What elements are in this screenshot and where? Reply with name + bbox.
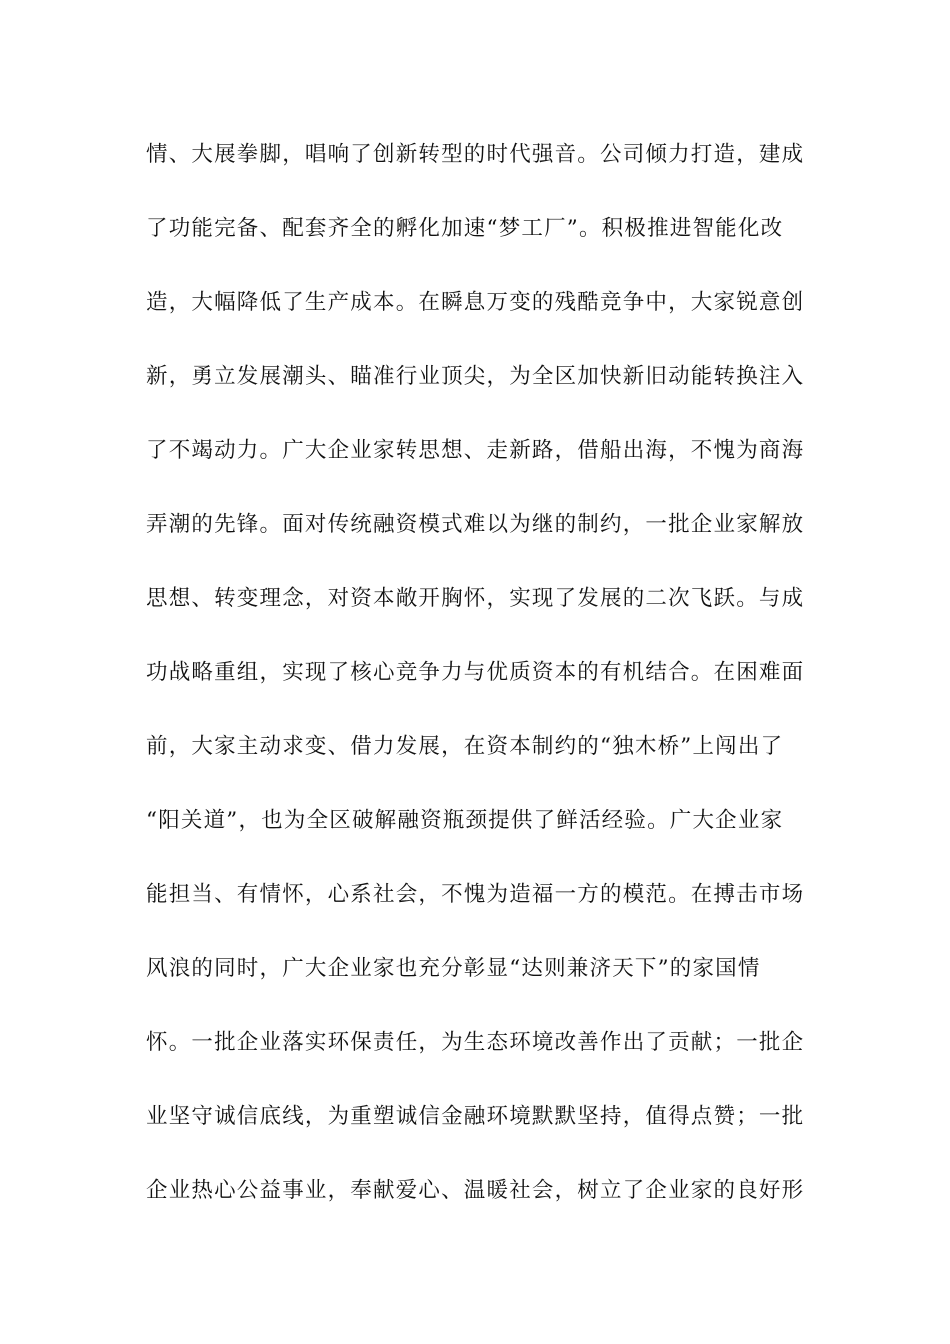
text-line-8: 功战略重组，实现了核心竞争力与优质资本的有机结合。在困难面 [146,660,805,685]
text-line-13: 怀。一批企业落实环保责任，为生态环境改善作出了贡献；一批企 [146,1030,805,1055]
text-line-7: 思想、转变理念，对资本敞开胸怀，实现了发展的二次飞跃。与成 [146,586,805,611]
text-line-15: 企业热心公益事业，奉献爱心、温暖社会，树立了企业家的良好形 [146,1178,805,1203]
text-line-14: 业坚守诚信底线，为重塑诚信金融环境默默坚持，值得点赞；一批 [146,1104,805,1129]
text-line-1: 情、大展拳脚，唱响了创新转型的时代强音。公司倾力打造，建成 [146,142,805,167]
text-line-5: 了不竭动力。广大企业家转思想、走新路，借船出海，不愧为商海 [146,438,805,463]
text-line-2: 了功能完备、配套齐全的孵化加速“梦工厂”。积极推进智能化改 [146,216,784,241]
text-line-11: 能担当、有情怀，心系社会，不愧为造福一方的模范。在搏击市场 [146,882,805,907]
text-line-12: 风浪的同时，广大企业家也充分彰显“达则兼济天下”的家国情 [146,956,761,981]
text-line-3: 造，大幅降低了生产成本。在瞬息万变的残酷竞争中，大家锐意创 [146,290,805,315]
text-line-4: 新，勇立发展潮头、瞄准行业顶尖，为全区加快新旧动能转换注入 [146,364,805,389]
text-line-9: 前，大家主动求变、借力发展，在资本制约的“独木桥”上闯出了 [146,734,784,759]
text-line-6: 弄潮的先锋。面对传统融资模式难以为继的制约，一批企业家解放 [146,512,805,537]
body-paragraph [146,131,805,1241]
text-line-10: “阳关道”，也为全区破解融资瓶颈提供了鲜活经验。广大企业家 [146,808,784,833]
